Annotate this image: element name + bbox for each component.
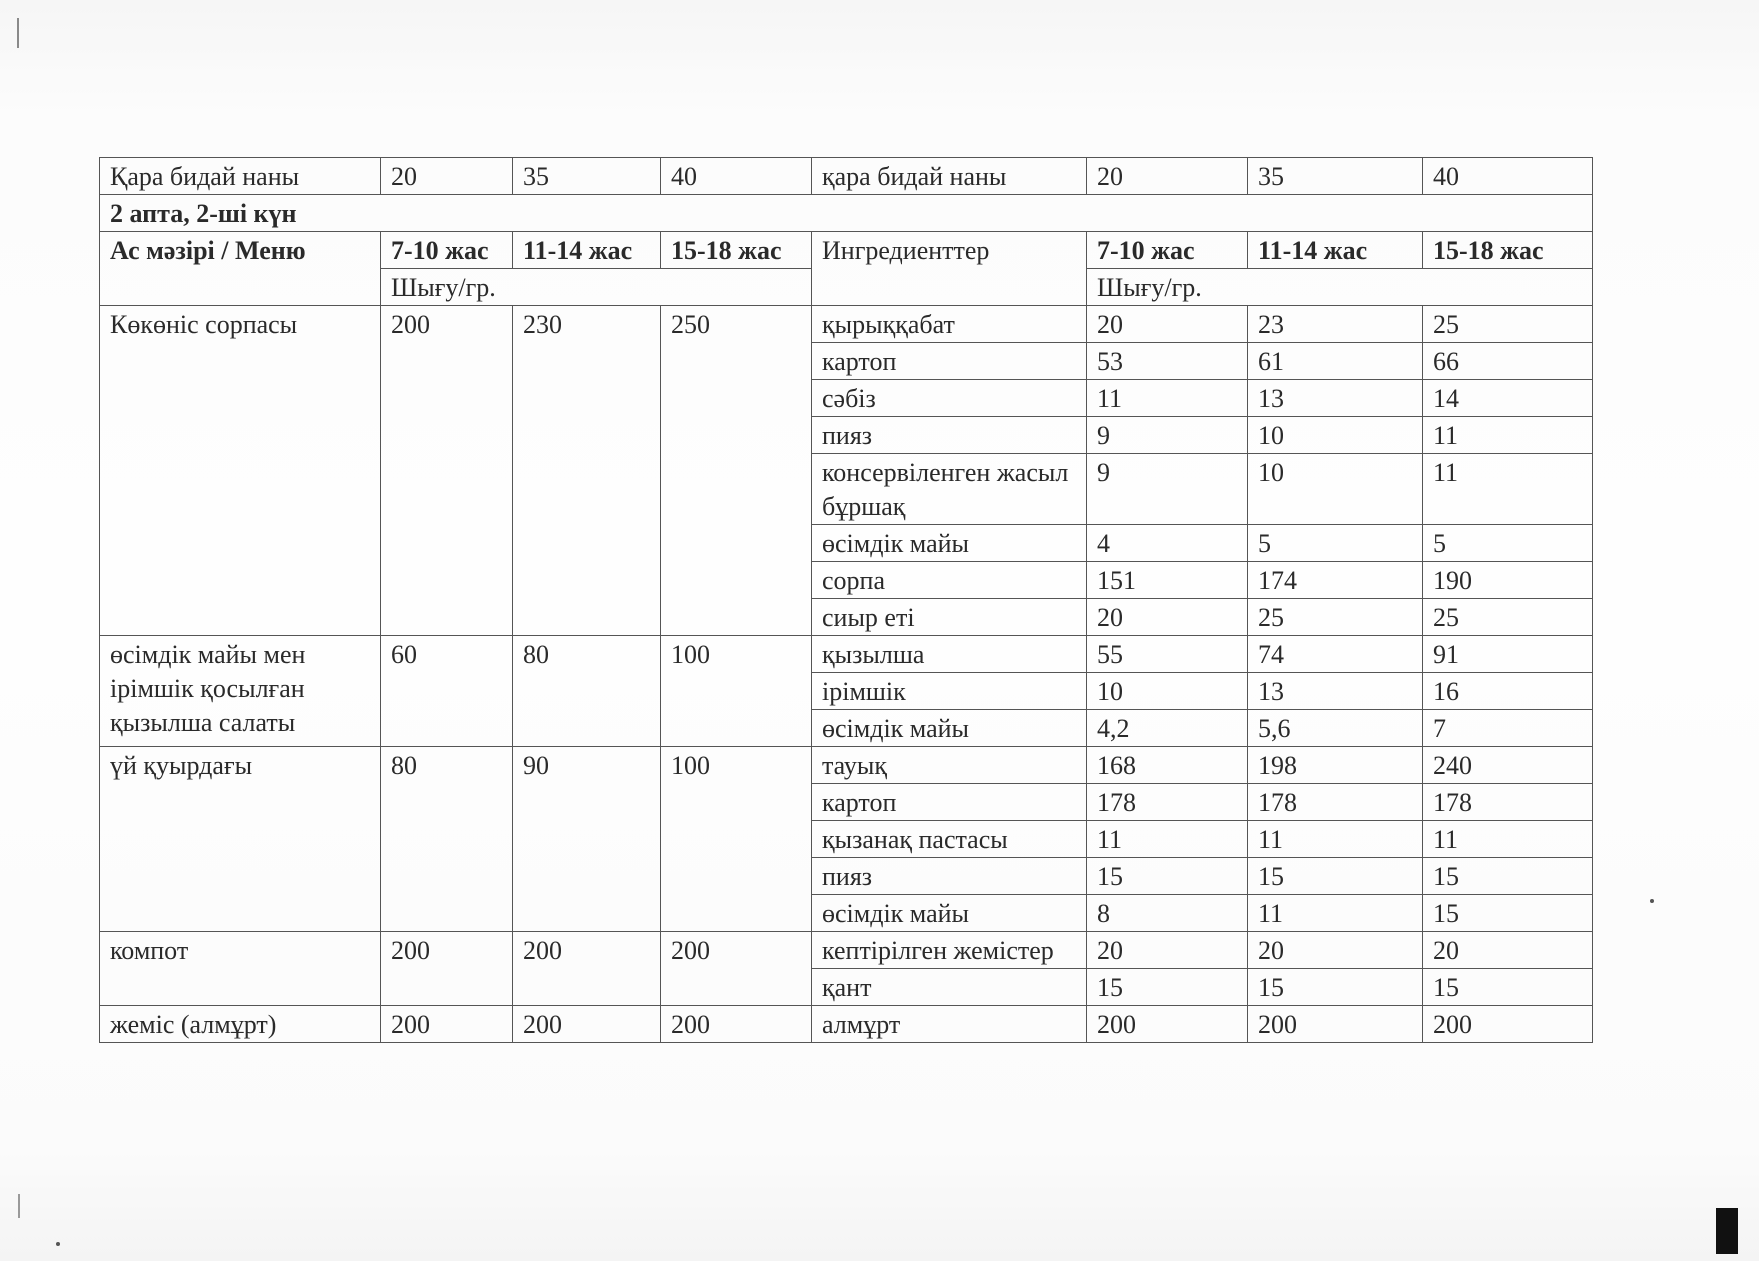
- ingredient-name-cell: кептірілген жемістер: [812, 932, 1087, 969]
- value-cell: 16: [1423, 673, 1593, 710]
- ingredient-name-cell: өсімдік майы: [812, 710, 1087, 747]
- scan-edge-mark: [18, 1194, 20, 1218]
- value-cell: 178: [1087, 784, 1248, 821]
- value-cell: 200: [1087, 1006, 1248, 1043]
- value-cell: 15: [1423, 895, 1593, 932]
- value-cell: 15: [1423, 858, 1593, 895]
- value-cell: 7: [1423, 710, 1593, 747]
- value-cell: 4: [1087, 525, 1248, 562]
- value-cell: 15: [1087, 969, 1248, 1006]
- age-header: 7-10 жас: [381, 232, 513, 269]
- value-cell: 13: [1248, 380, 1423, 417]
- ingredient-name-cell: қант: [812, 969, 1087, 1006]
- value-cell: 198: [1248, 747, 1423, 784]
- dish-name-cell: өсімдік майы мен ірімшік қосылған қызылша салаты: [100, 636, 381, 747]
- table-row: [100, 932, 1593, 969]
- value-cell: 55: [1087, 636, 1248, 673]
- value-cell: 53: [1087, 343, 1248, 380]
- value-cell: 66: [1423, 343, 1593, 380]
- table-row: [100, 747, 1593, 784]
- menu-table: [99, 157, 1593, 1043]
- value-cell: 100: [661, 636, 812, 747]
- menu-header: Ас мәзірі / Меню: [100, 232, 381, 306]
- dish-name-cell: үй қуырдағы: [100, 747, 381, 932]
- value-cell: 11: [1248, 895, 1423, 932]
- value-cell: 5: [1423, 525, 1593, 562]
- value-cell: 168: [1087, 747, 1248, 784]
- ingredient-name-cell: ірімшік: [812, 673, 1087, 710]
- value-cell: 200: [381, 932, 513, 1006]
- yield-label: Шығу/гр.: [1087, 269, 1593, 306]
- value-cell: 200: [661, 932, 812, 1006]
- ingredient-name-cell: қызанақ пастасы: [812, 821, 1087, 858]
- dish-name-cell: Қара бидай наны: [100, 158, 381, 195]
- value-cell: 200: [661, 1006, 812, 1043]
- table-row: [100, 636, 1593, 673]
- value-cell: 20: [1087, 158, 1248, 195]
- value-cell: 35: [513, 158, 661, 195]
- ingredients-header: Ингредиенттер: [812, 232, 1087, 306]
- ingredient-name-cell: сорпа: [812, 562, 1087, 599]
- ingredient-name-cell: қырыққабат: [812, 306, 1087, 343]
- ingredient-name-cell: алмұрт: [812, 1006, 1087, 1043]
- value-cell: 15: [1248, 858, 1423, 895]
- value-cell: 8: [1087, 895, 1248, 932]
- value-cell: 13: [1248, 673, 1423, 710]
- table-row: [100, 1006, 1593, 1043]
- value-cell: 80: [513, 636, 661, 747]
- value-cell: 200: [381, 306, 513, 636]
- dish-name-cell: компот: [100, 932, 381, 1006]
- value-cell: 25: [1423, 599, 1593, 636]
- table-row: [100, 306, 1593, 343]
- value-cell: 74: [1248, 636, 1423, 673]
- value-cell: 20: [1087, 932, 1248, 969]
- value-cell: 20: [1087, 306, 1248, 343]
- value-cell: 9: [1087, 454, 1248, 525]
- value-cell: 20: [381, 158, 513, 195]
- value-cell: 5,6: [1248, 710, 1423, 747]
- table-row: [100, 158, 1593, 195]
- value-cell: 5: [1248, 525, 1423, 562]
- value-cell: 80: [381, 747, 513, 932]
- value-cell: 200: [1248, 1006, 1423, 1043]
- value-cell: 14: [1423, 380, 1593, 417]
- value-cell: 11: [1423, 417, 1593, 454]
- value-cell: 11: [1423, 821, 1593, 858]
- value-cell: 4,2: [1087, 710, 1248, 747]
- scan-corner-mark: [1716, 1208, 1738, 1254]
- ingredient-name-cell: өсімдік майы: [812, 525, 1087, 562]
- value-cell: 174: [1248, 562, 1423, 599]
- value-cell: 11: [1423, 454, 1593, 525]
- value-cell: 35: [1248, 158, 1423, 195]
- value-cell: 178: [1423, 784, 1593, 821]
- age-header: 11-14 жас: [513, 232, 661, 269]
- value-cell: 100: [661, 747, 812, 932]
- value-cell: 240: [1423, 747, 1593, 784]
- value-cell: 9: [1087, 417, 1248, 454]
- ingredient-name-cell: тауық: [812, 747, 1087, 784]
- ingredient-name-cell: қызылша: [812, 636, 1087, 673]
- ingredient-name-cell: өсімдік майы: [812, 895, 1087, 932]
- value-cell: 90: [513, 747, 661, 932]
- value-cell: 25: [1248, 599, 1423, 636]
- section-title: 2 апта, 2-ші күн: [100, 195, 1593, 232]
- value-cell: 25: [1423, 306, 1593, 343]
- ingredient-name-cell: консервіленген жасыл бұршақ: [812, 454, 1087, 525]
- dish-name-cell: Көкөніс сорпасы: [100, 306, 381, 636]
- value-cell: 230: [513, 306, 661, 636]
- section-title-row: [100, 195, 1593, 232]
- value-cell: 91: [1423, 636, 1593, 673]
- age-header: 7-10 жас: [1087, 232, 1248, 269]
- age-header: 15-18 жас: [1423, 232, 1593, 269]
- value-cell: 200: [513, 932, 661, 1006]
- ingredient-name-cell: сәбіз: [812, 380, 1087, 417]
- value-cell: 10: [1248, 454, 1423, 525]
- ingredient-name-cell: пияз: [812, 417, 1087, 454]
- value-cell: 20: [1423, 932, 1593, 969]
- ingredient-name-cell: сиыр еті: [812, 599, 1087, 636]
- value-cell: 151: [1087, 562, 1248, 599]
- value-cell: 11: [1248, 821, 1423, 858]
- value-cell: 61: [1248, 343, 1423, 380]
- yield-label: Шығу/гр.: [381, 269, 812, 306]
- dish-name-cell: жеміс (алмұрт): [100, 1006, 381, 1043]
- value-cell: 200: [1423, 1006, 1593, 1043]
- value-cell: 10: [1087, 673, 1248, 710]
- ingredient-name-cell: пияз: [812, 858, 1087, 895]
- value-cell: 200: [381, 1006, 513, 1043]
- value-cell: 10: [1248, 417, 1423, 454]
- scan-speck: [56, 1242, 60, 1246]
- ingredient-name-cell: картоп: [812, 343, 1087, 380]
- value-cell: 11: [1087, 380, 1248, 417]
- value-cell: 178: [1248, 784, 1423, 821]
- value-cell: 200: [513, 1006, 661, 1043]
- header-row: [100, 232, 1593, 269]
- value-cell: 15: [1423, 969, 1593, 1006]
- value-cell: 15: [1248, 969, 1423, 1006]
- value-cell: 20: [1087, 599, 1248, 636]
- ingredient-name-cell: картоп: [812, 784, 1087, 821]
- value-cell: 23: [1248, 306, 1423, 343]
- scan-speck: [1650, 899, 1654, 903]
- age-header: 11-14 жас: [1248, 232, 1423, 269]
- value-cell: 190: [1423, 562, 1593, 599]
- scan-edge-mark: [17, 18, 19, 48]
- value-cell: 11: [1087, 821, 1248, 858]
- value-cell: 15: [1087, 858, 1248, 895]
- age-header: 15-18 жас: [661, 232, 812, 269]
- value-cell: 40: [661, 158, 812, 195]
- ingredient-name-cell: қара бидай наны: [812, 158, 1087, 195]
- value-cell: 40: [1423, 158, 1593, 195]
- value-cell: 20: [1248, 932, 1423, 969]
- value-cell: 60: [381, 636, 513, 747]
- value-cell: 250: [661, 306, 812, 636]
